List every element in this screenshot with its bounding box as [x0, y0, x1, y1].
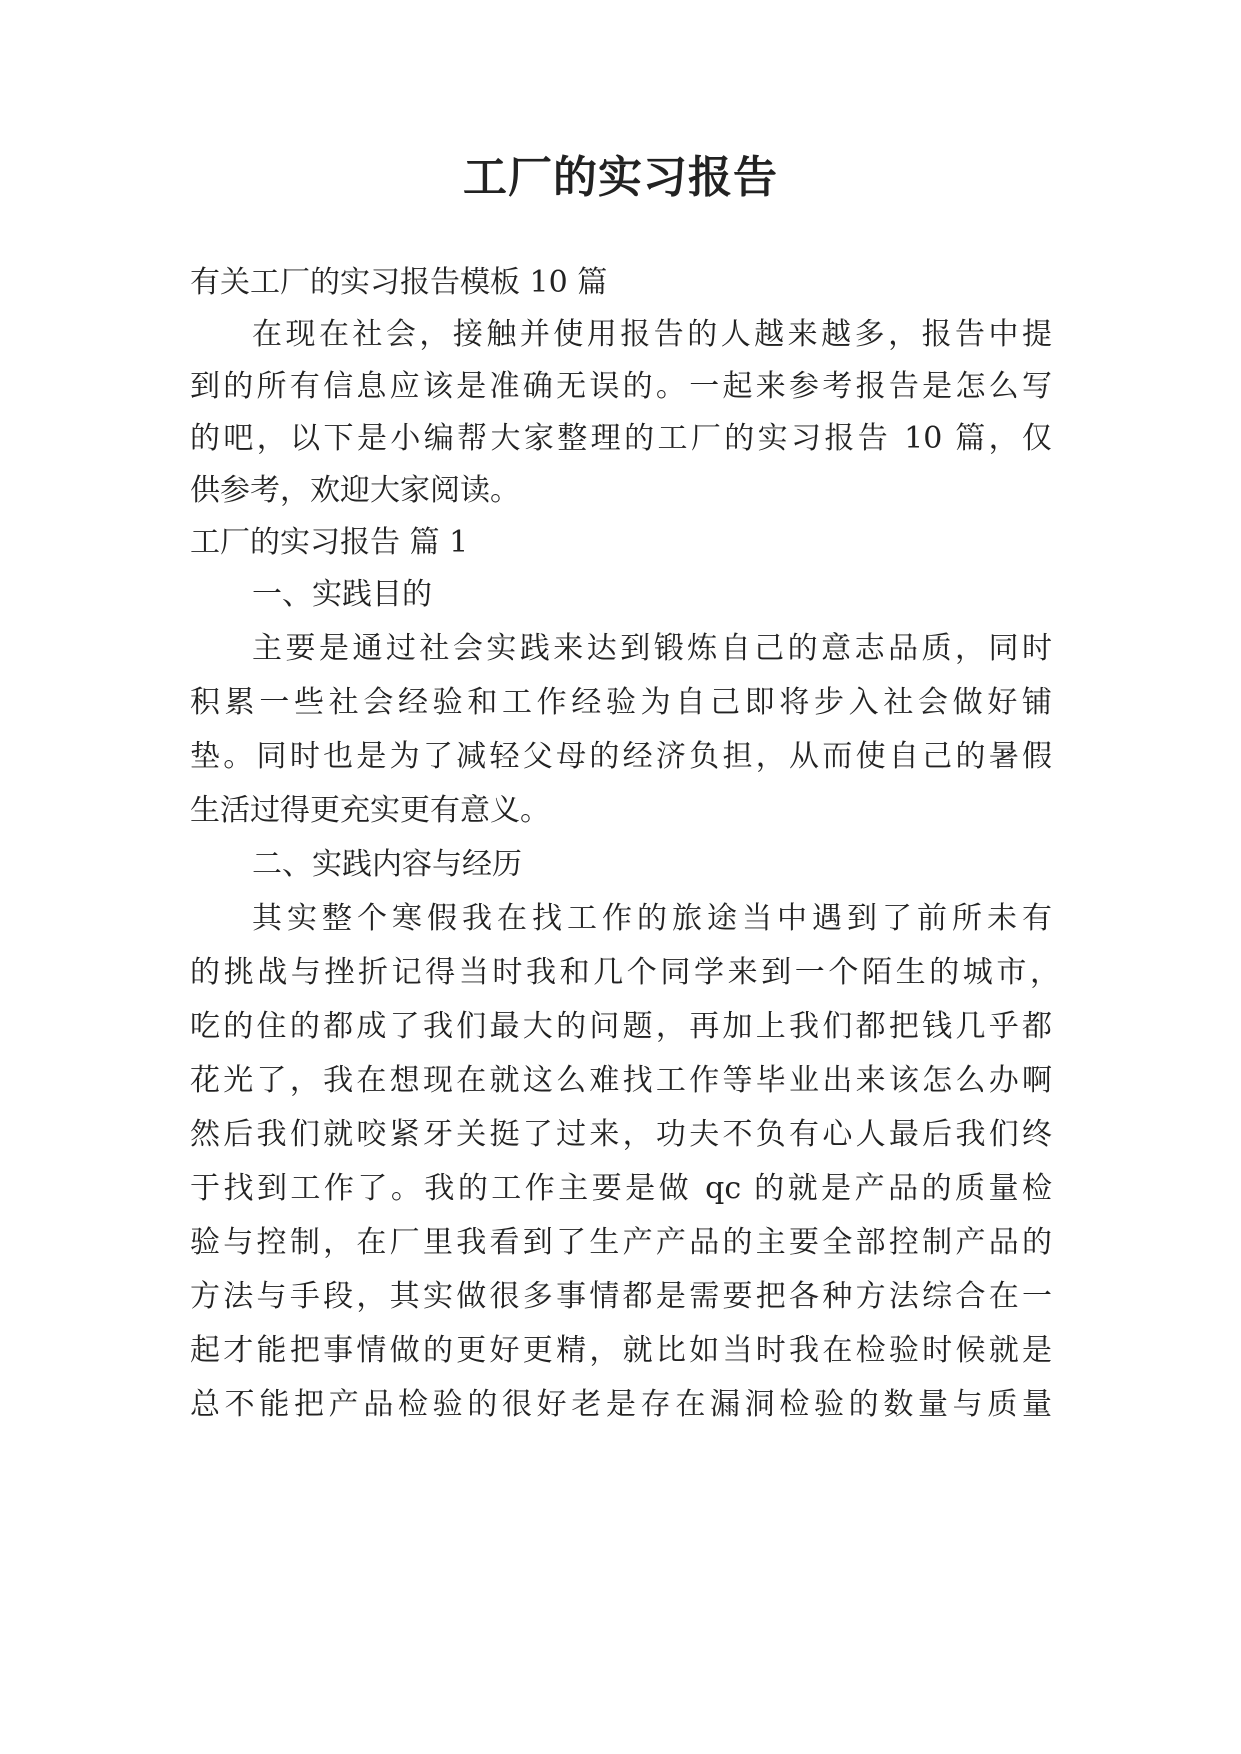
paragraph-line: 然后我们就咬紧牙关挺了过来，功夫不负有心人最后我们终 — [190, 1117, 1052, 1152]
paragraph-line: 的吧，以下是小编帮大家整理的工厂的实习报告 10 篇，仅 — [190, 421, 1052, 456]
paragraph-line: 的挑战与挫折记得当时我和几个同学来到一个陌生的城市， — [190, 955, 1060, 990]
subtitle-line: 有关工厂的实习报告模板 10 篇 — [190, 265, 608, 300]
paragraph-line: 积累一些社会经验和工作经验为自己即将步入社会做好铺 — [190, 685, 1052, 720]
paragraph-line: 于找到工作了。我的工作主要是做 qc 的就是产品的质量检 — [190, 1171, 1052, 1206]
paragraph-line: 到的所有信息应该是准确无误的。一起来参考报告是怎么写 — [190, 369, 1052, 404]
paragraph-line: 吃的住的都成了我们最大的问题，再加上我们都把钱几乎都 — [190, 1009, 1052, 1044]
paragraph-line: 垫。同时也是为了减轻父母的经济负担，从而使自己的暑假 — [190, 739, 1052, 774]
paragraph-line: 验与控制，在厂里我看到了生产产品的主要全部控制产品的 — [190, 1225, 1052, 1260]
paragraph-line: 方法与手段，其实做很多事情都是需要把各种方法综合在一 — [190, 1279, 1052, 1314]
paragraph-line: 总不能把产品检验的很好老是存在漏洞检验的数量与质量 — [190, 1387, 1052, 1422]
paragraph-line: 在现在社会，接触并使用报告的人越来越多，报告中提 — [252, 317, 1052, 352]
section-heading: 工厂的实习报告 篇 1 — [190, 525, 469, 560]
subsection-heading: 二、实践内容与经历 — [252, 847, 522, 882]
subsection-heading: 一、实践目的 — [252, 577, 432, 612]
document-title: 工厂的实习报告 — [463, 152, 778, 203]
paragraph-line: 供参考，欢迎大家阅读。 — [190, 473, 520, 508]
paragraph-line: 主要是通过社会实践来达到锻炼自己的意志品质，同时 — [252, 631, 1052, 666]
paragraph-line: 生活过得更充实更有意义。 — [190, 793, 550, 828]
paragraph-line: 起才能把事情做的更好更精，就比如当时我在检验时候就是 — [190, 1333, 1052, 1368]
paragraph-line: 其实整个寒假我在找工作的旅途当中遇到了前所未有 — [252, 901, 1052, 936]
paragraph-line: 花光了，我在想现在就这么难找工作等毕业出来该怎么办啊 — [190, 1063, 1052, 1098]
